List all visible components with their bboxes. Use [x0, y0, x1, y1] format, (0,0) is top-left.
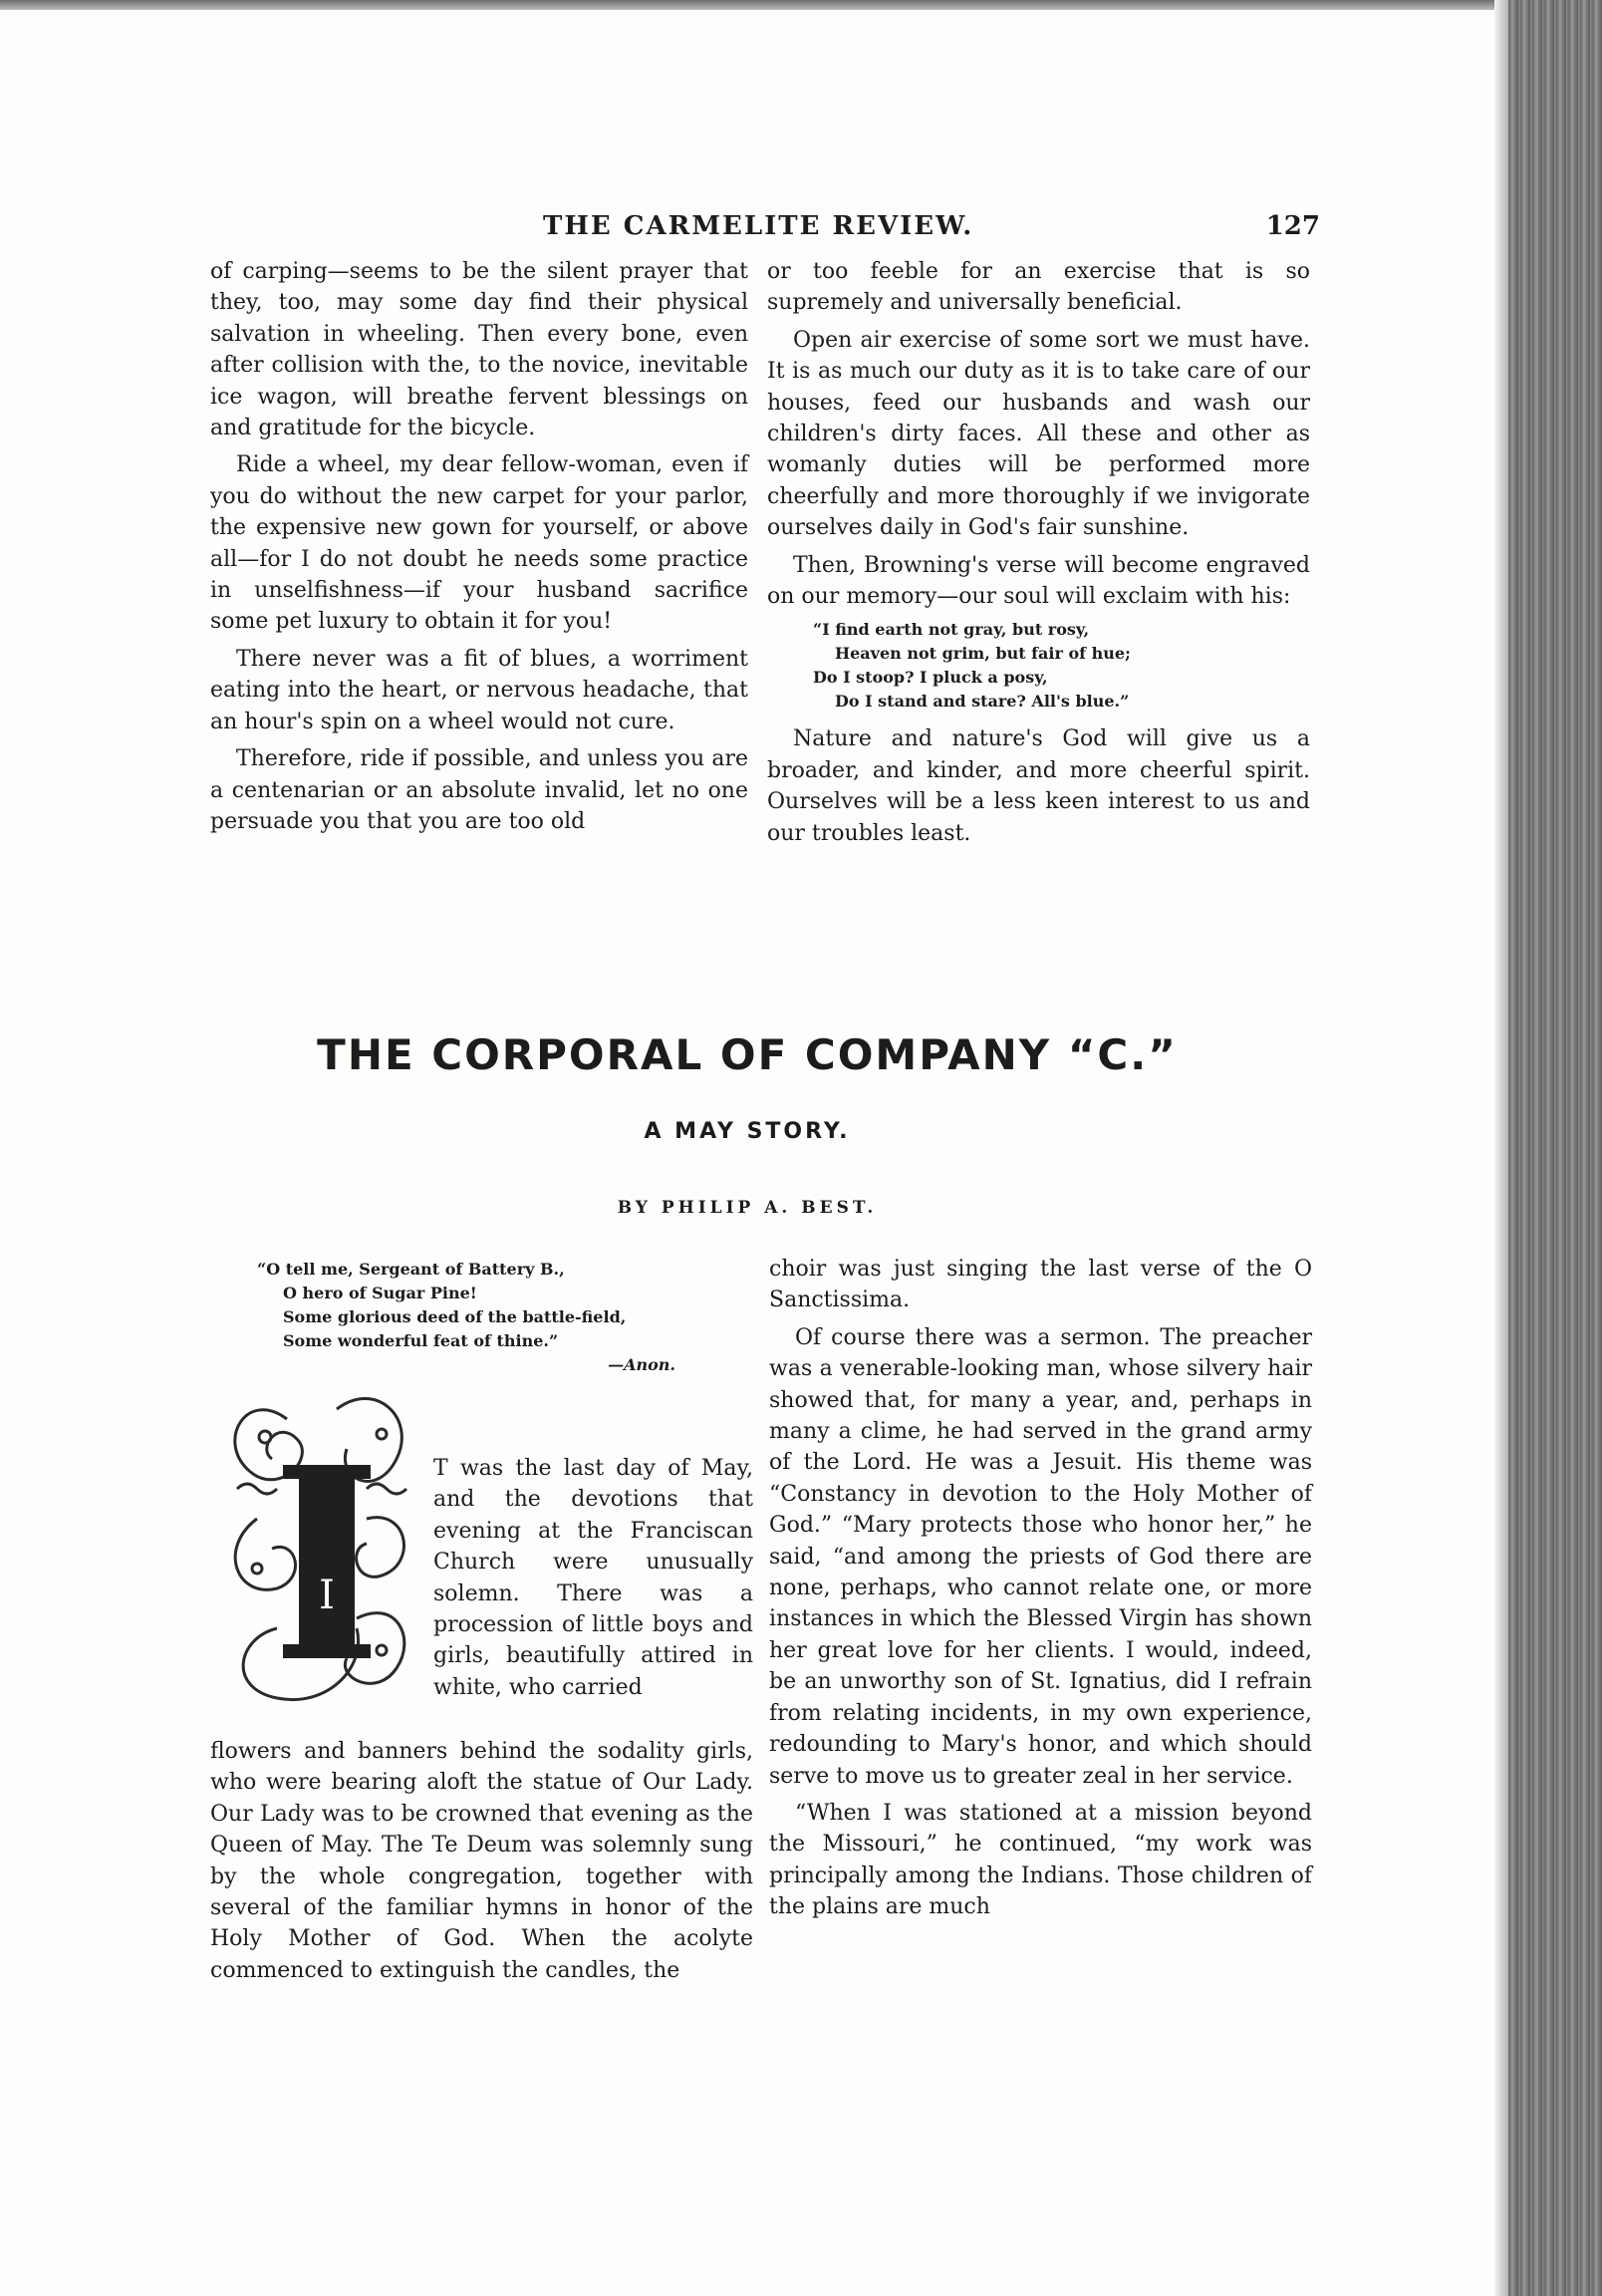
paragraph: Nature and nature's God will give us a broader, and kinder, and more cheerful spirit. Ourselves will be a less keen interest to us and our troubles least.: [767, 726, 1310, 846]
verse-line: “I find earth not gray, but rosy,: [813, 620, 1090, 640]
epigraph-line: O hero of Sugar Pine!: [283, 1284, 477, 1302]
story-title: THE CORPORAL OF COMPANY “C.”: [317, 1030, 1178, 1079]
dropcap-paragraph: [433, 1453, 753, 1703]
scan-top-edge: [0, 0, 1602, 10]
story-right-column: [769, 1254, 1312, 1923]
initial-letter-stem: [299, 1471, 355, 1650]
journal-title: THE CARMELITE REVIEW.: [543, 211, 974, 241]
story-subtitle: A MAY STORY.: [644, 1119, 851, 1144]
page-number: 127: [1265, 211, 1320, 241]
epigraph-attribution: —Anon.: [608, 1355, 675, 1374]
verse-line: Do I stand and stare? All's blue.”: [835, 692, 1130, 712]
epigraph-line: Some glorious deed of the battle-field,: [283, 1307, 627, 1326]
paragraph: flowers and banners behind the sodality girls, who were bearing aloft the statue of Our Lady. Our Lady was to be crowned that evening as the Queen of May. The Te Deum was solemnly sung by the whole congregation, together with several of the familiar hymns in honor of the Holy Mother of God. When the acolyte commenced to extinguish the candles, the: [210, 1739, 753, 1983]
story-byline: BY PHILIP A. BEST.: [617, 1198, 878, 1218]
browning-verse: [813, 618, 1310, 714]
running-header: [543, 211, 1320, 251]
initial-letter: I: [319, 1573, 335, 1618]
verse-line: Heaven not grim, but fair of hue;: [835, 644, 1131, 664]
book-binding: [1494, 0, 1602, 2296]
epigraph: [257, 1258, 695, 1377]
verse-line: Do I stoop? I pluck a posy,: [813, 668, 1048, 688]
paragraph: There never was a fit of blues, a worriment eating into the heart, or nervous headache, that an hour's spin on a wheel would not cure.: [210, 646, 748, 734]
epigraph-line: “O tell me, Sergeant of Battery B.,: [257, 1260, 565, 1279]
paragraph: or too feeble for an exercise that is so supremely and universally beneficial.: [767, 259, 1310, 316]
paragraph: T was the last day of May, and the devotions that evening at the Franciscan Church were unusually solemn. There was a procession of little boys and girls, beautifully attired in white, who carried: [433, 1456, 753, 1700]
paragraph: Ride a wheel, my dear fellow-woman, even if you do without the new carpet for your parlor, the expensive new gown for yourself, or above all—for I do not doubt he needs some practice in unselfishness—if your husband sacrifice some pet luxury to obtain it for you!: [210, 452, 748, 635]
paragraph: of carping—seems to be the silent prayer that they, too, may some day find their physical salvation in wheeling. Then every bone, even after collision with the, to the novice, inevitable ice wagon, will breathe fervent blessings on and gratitude for the bicycle.: [210, 259, 748, 441]
article-left-column: [210, 256, 748, 837]
epigraph-line: Some wonderful feat of thine.”: [283, 1331, 559, 1350]
paragraph: Then, Browning's verse will become engraved on our memory—our soul will exclaim with his:: [767, 552, 1310, 610]
paragraph: “When I was stationed at a mission beyond the Missouri,” he continued, “my work was principally among the Indians. Those children of the plains are much: [769, 1800, 1312, 1920]
ornamental-initial-i-icon: [217, 1379, 434, 1730]
paragraph: choir was just singing the last verse of the O Sanctissima.: [769, 1257, 1312, 1313]
paragraph: Open air exercise of some sort we must have. It is as much our duty as it is to take care of our houses, feed our husbands and wash our children's dirty faces. All these and other as womanly duties will be performed more cheerfully and more thoroughly if we invigorate ourselves daily in God's fair sunshine.: [767, 327, 1310, 541]
paragraph: Therefore, ride if possible, and unless you are a centenarian or an absolute invalid, let no one persuade you that you are too old: [210, 746, 748, 834]
article-right-column: [767, 256, 1310, 849]
paragraph: Of course there was a sermon. The preacher was a venerable-looking man, whose silvery hair showed that, for many a year, and, perhaps in many a clime, he had served in the grand army of the Lord. He was a Jesuit. His theme was “Constancy in devotion to the Holy Mother of God.” “Mary protects those who honor her,” he said, “and among the priests of God there are none, perhaps, who cannot relate one, or more instances in which the Blessed Virgin has shown her great love for her clients. I would, indeed, be an unworthy son of St. Ignatius, did I refrain from relating incidents, in my own experience, redounding to Mary's honor, and which should serve to move us to greater zeal in her service.: [769, 1324, 1312, 1789]
story-left-column: [210, 1736, 753, 1986]
